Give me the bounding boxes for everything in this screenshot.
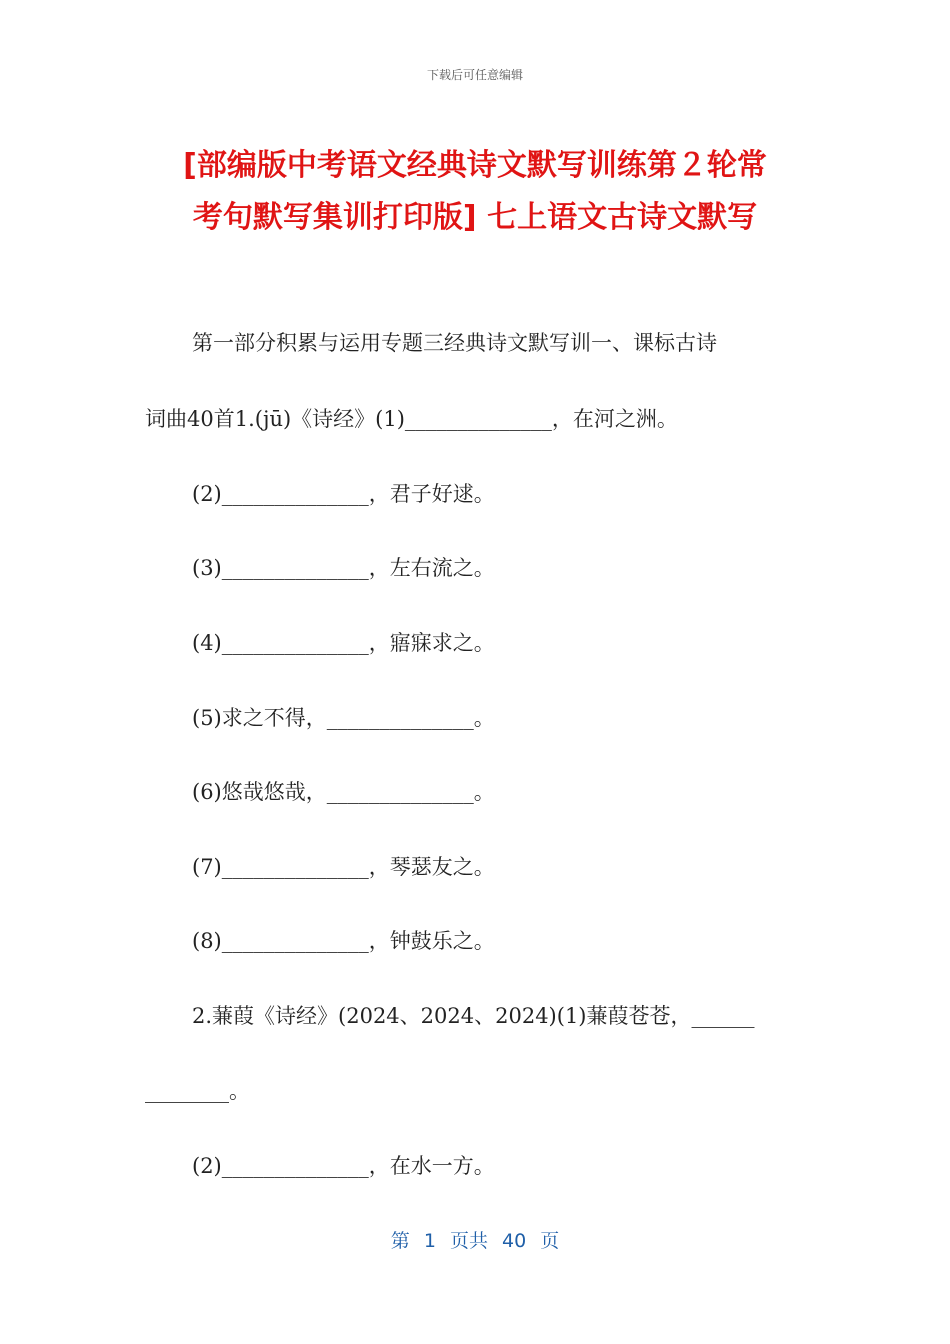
body-line: 词曲40首1.(jū)《诗经》(1)______________，在河之洲。 <box>145 407 678 431</box>
question-line: (8)______________，钟鼓乐之。 <box>192 929 495 953</box>
question-line: (4)______________，寤寐求之。 <box>192 631 495 655</box>
question-line: (2)______________，君子好逑。 <box>192 482 495 506</box>
question-line: (6)悠哉悠哉，______________。 <box>192 780 495 804</box>
question-line: (2)______________，在水一方。 <box>192 1154 495 1178</box>
header-note: 下载后可任意编辑 <box>426 68 523 82</box>
question-line: 2.蒹葭《诗经》(2024、2024、2024)(1)蒹葭苍苍，______ <box>192 1004 755 1028</box>
question-line-continued: ________。 <box>145 1079 250 1103</box>
question-line: (7)______________，琴瑟友之。 <box>192 855 495 879</box>
page-number-footer: 第 1 页共 40 页 <box>390 1230 560 1252</box>
document-title <box>60 140 890 244</box>
question-line: (3)______________，左右流之。 <box>192 556 495 580</box>
body-line: 第一部分积累与运用专题三经典诗文默写训一、课标古诗 <box>192 331 717 355</box>
title-line-2: 考句默写集训打印版] 七上语文古诗文默写 <box>192 200 758 235</box>
question-line: (5)求之不得，______________。 <box>192 706 495 730</box>
title-line-1: [部编版中考语文经典诗文默写训练第２轮常 <box>183 148 767 183</box>
